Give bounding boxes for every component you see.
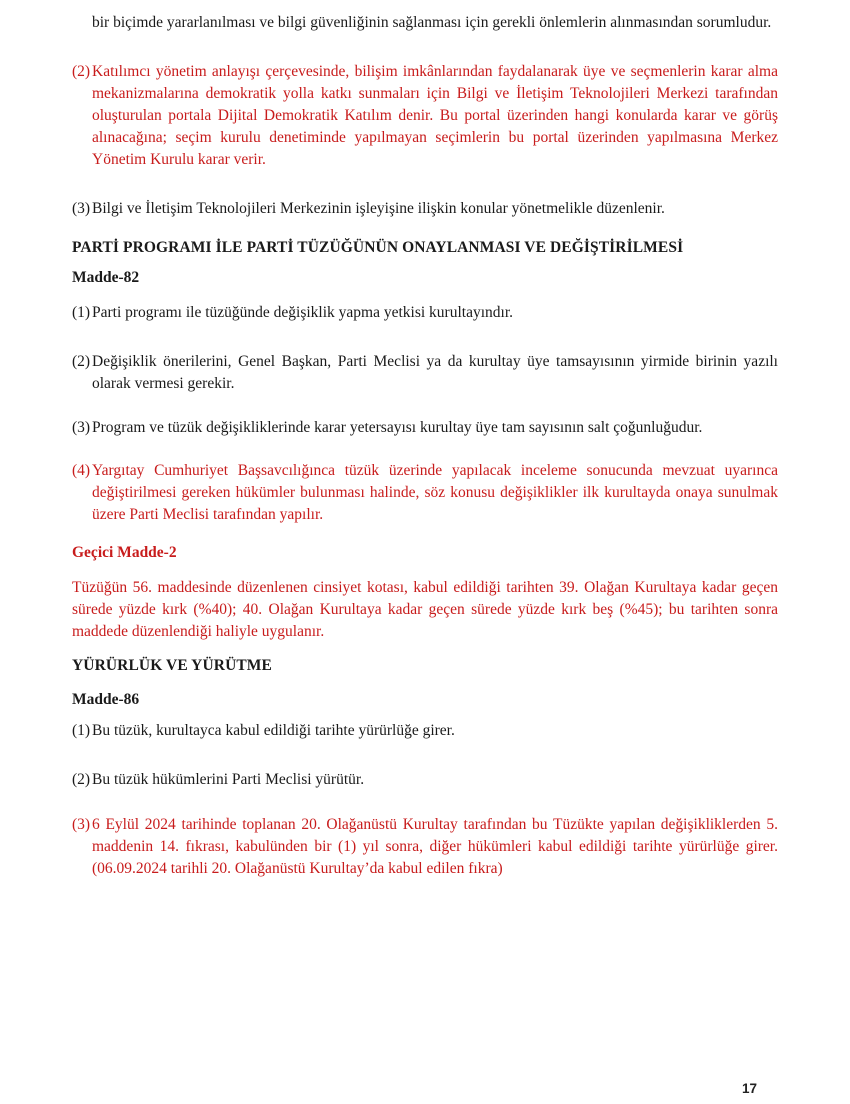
list-item-marker: (2): [72, 353, 91, 370]
list-item-marker: (2): [72, 63, 91, 80]
list-item: [72, 351, 778, 395]
list-item: [72, 61, 778, 171]
list-item: [72, 460, 778, 526]
madde-86-heading: Madde-86: [72, 691, 140, 708]
list-item: [72, 814, 778, 880]
list-item-text: Bilgi ve İletişim Teknolojileri Merkezinin işleyişine ilişkin konular yönetmelikle düzenlenir.: [92, 200, 665, 217]
list-item-marker: (3): [72, 200, 91, 217]
list-item-text: Parti programı ile tüzüğünde değişiklik yapma yetkisi kurultayındır.: [92, 304, 514, 321]
list-item-text: Program ve tüzük değişikliklerinde karar yetersayısı kurultay üye tam sayısının salt çoğunluğudur.: [92, 419, 703, 436]
list-item-text: Değişiklik önerilerini, Genel Başkan, Parti Meclisi ya da kurultay üye tamsayısının yirmide birinin yazılı olarak vermesi gerekir.: [92, 353, 778, 392]
gecici-madde-2-heading: Geçici Madde-2: [72, 544, 177, 561]
list-item-text: Yargıtay Cumhuriyet Başsavcılığınca tüzük üzerinde yapılacak inceleme sonucunda mevzuat uyarınca değiştirilmesi gereken hükümler bulunması halinde, söz konusu değişiklikler ilk kurultayda onaya sunulmak üzere Parti Meclisi tarafından yapılır.: [92, 462, 778, 523]
list-item-marker: (1): [72, 304, 91, 321]
list-item: [72, 720, 778, 742]
section-heading-yururluk: YÜRÜRLÜK VE YÜRÜTME: [72, 657, 272, 674]
list-item-marker: (4): [72, 462, 91, 479]
list-item-text: Katılımcı yönetim anlayışı çerçevesinde, bilişim imkânlarından faydalanarak üye ve seçmenlerin karar alma mekanizmalarına demokratik yolla katkı sunmaları için Bilgi ve İletişim Teknolojileri Merkezi tarafından oluşturulan portala Dijital Demokratik Katılım denir. Bu portal üzerinden hangi konularda karar ve görüş alınacağına; seçim kurulu denetiminde yapılmayan seçimlerin bu portal üzerinden yapılmasına Merkez Yönetim Kurulu karar verir.: [92, 63, 778, 168]
list-item: [72, 417, 778, 439]
page-number: 17: [741, 1081, 757, 1096]
document-content: [72, 12, 778, 880]
list-item: [72, 198, 778, 220]
list-item-marker: (2): [72, 771, 91, 788]
list-item-marker: (3): [72, 419, 91, 436]
list-item: [72, 769, 778, 791]
list-item-text: Bu tüzük hükümlerini Parti Meclisi yürütür.: [92, 771, 365, 788]
list-item-text: Bu tüzük, kurultayca kabul edildiği tarihte yürürlüğe girer.: [92, 722, 455, 739]
paragraph-continuation: bir biçimde yararlanılması ve bilgi güvenliğinin sağlanması için gerekli önlemlerin alınmasından sorumludur.: [92, 14, 772, 31]
list-item-marker: (3): [72, 816, 91, 833]
list-item-marker: (1): [72, 722, 91, 739]
madde-82-heading: Madde-82: [72, 269, 140, 286]
section-heading-program: PARTİ PROGRAMI İLE PARTİ TÜZÜĞÜNÜN ONAYLANMASI VE DEĞİŞTİRİLMESİ: [72, 239, 684, 256]
list-item: [72, 302, 778, 324]
gecici-madde-2-paragraph: Tüzüğün 56. maddesinde düzenlenen cinsiyet kotası, kabul edildiği tarihten 39. Olağan Kurultaya kadar geçen sürede yüzde kırk (%40); 40. Olağan Kurultaya kadar geçen sürede yüzde kırk beş (%45); bu tarihten sonra maddede düzenlendiği haliyle uygulanır.: [72, 579, 778, 640]
list-item-text: 6 Eylül 2024 tarihinde toplanan 20. Olağanüstü Kurultay tarafından bu Tüzükte yapılan değişikliklerden 5. maddenin 14. fıkrası, kabulünden bir (1) yıl sonra, diğer hükümleri kabul edildiği tarihte yürürlüğe girer. (06.09.2024 tarihli 20. Olağanüstü Kurultay’da kabul edilen fıkra): [92, 816, 778, 877]
